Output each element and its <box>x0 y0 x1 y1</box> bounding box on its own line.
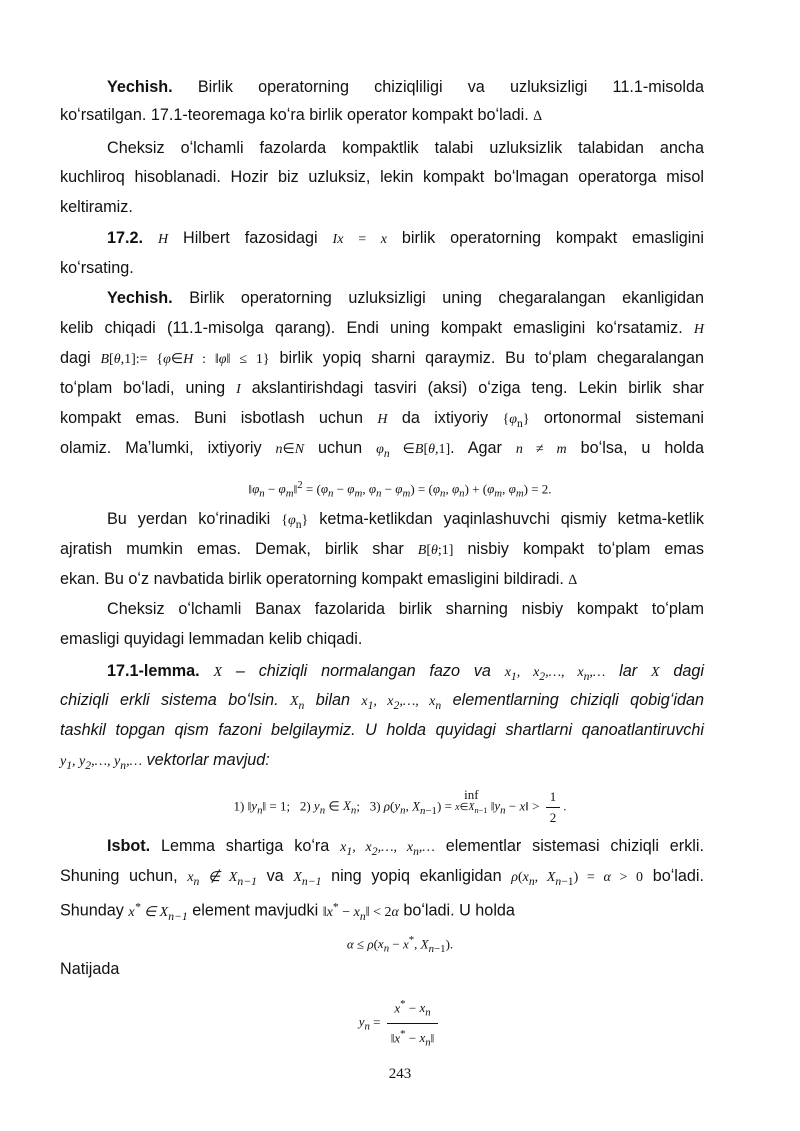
formula-y-n: $y_n$ = $\frac{x^* - x_n}{‖x^* - x_n‖}$ <box>0 995 800 1052</box>
paragraph-line: Bu yerdan koʻrinadiki $\{\varphi_n\}$ ketma-ketlikdan yaqinlashuvchi qismiy ketma-ketlik <box>107 510 704 531</box>
paragraph-line: toʻplam boʻladi, uning I akslantirishdagi tasviri (aksi) oʻziga teng. Lekin birlik shar <box>60 379 704 397</box>
lemma-heading: 17.1-lemma. X – chiziqli normalangan fazo va $x_1$, $x_2,\dots$, $x_n,\dots$ lar X dagi <box>107 662 704 683</box>
paragraph-line: koʻrsatilgan. 17.1-teoremaga koʻra birlik operator kompakt boʻladi. ∆ <box>60 106 542 124</box>
paragraph-line: Natijada <box>60 960 120 978</box>
paragraph-line: Shunday x* ∈ $X_{n-1}$ element mavjudki ‖x* − $x_n‖ < 2\alpha$ boʻladi. U holda <box>60 900 515 923</box>
formula-alpha-bound: $\alpha \le \rho(x_n - x^*$, $X_{n-1}$). <box>346 934 454 955</box>
paragraph-line: $y_1$, $y_2,\dots$, $y_n,\dots$ vektorlar mavjud: <box>60 751 270 772</box>
paragraph-line: Yechish. Birlik operatorning chiziqliligi va uzluksizligi 11.1-misolda <box>107 78 704 96</box>
paragraph-line: ajratish mumkin emas. Demak, birlik shar B[θ;1] nisbiy kompakt toʻplam emas <box>60 540 704 558</box>
paragraph-line: olamiz. Maʼlumki, ixtiyoriy n∈N uchun $\varphi_n$ ∈B[θ,1]. Agar n ≠ m boʻlsa, u holda <box>60 439 704 460</box>
paragraph-line: chiziqli erkli sistema boʻlsin. $X_n$ bilan $x_1$, $x_2,\dots$, $x_n$ elementlarning chiziqli qobigʻidan <box>60 691 704 712</box>
page-number: 243 <box>388 1066 412 1082</box>
example-heading: 17.2. H Hilbert fazosidagi Ix = x birlik operatorning kompakt emasligini <box>107 229 704 247</box>
formula-orthonormal-distance: $‖\varphi_n$ − $\varphi_m‖^2 = (\varphi_n - \varphi_m$, $\varphi_n - \varphi_m) = (\varphi_n$, $\varphi_n) + (\varphi_m$, $\varphi_m) = 2$. <box>248 479 552 500</box>
paragraph-line: keltiramiz. <box>60 198 133 216</box>
paragraph-line: kompakt emas. Buni isbotlash uchun H da ixtiyoriy $\{\varphi_n\}$ ortonormal sistemani <box>60 409 704 430</box>
paragraph-line: tashkil topgan qism fazoni belgilaymiz. U holda quyidagi shartlarni qanoatlantiruvchi <box>60 721 704 739</box>
paragraph-line: Cheksiz oʻlchamli fazolarda kompaktlik talabi uzluksizlik talabidan ancha <box>107 139 704 157</box>
paragraph-line: kuchliroq hisoblanadi. Hozir biz uzluksiz, lekin kompakt boʻlmagan operatorga misol <box>60 168 704 186</box>
paragraph-line: emasligi quyidagi lemmadan kelib chiqadi. <box>60 630 363 648</box>
formula-lemma-conditions: 1) $‖y_n‖ = 1$; 2) $y_n$ ∈ $X_n$; 3) $\rho(y_n$, $X_{n-1}$) = inf $x\in X_{n-1}$ $‖y_n$ − x‖ > $\frac{1}{2}$ . <box>233 787 567 825</box>
paragraph-line: Yechish. Birlik operatorning uzluksizligi uning chegaralangan ekanligidan <box>107 289 704 307</box>
paragraph-line: Isbot. Lemma shartiga koʻra $x_1$, $x_2,\dots$, $x_n,\dots$ elementlar sistemasi chiziqli erkli. <box>107 837 704 858</box>
paragraph-line: Cheksiz oʻlchamli Banax fazolarida birlik sharning nisbiy kompakt toʻplam <box>107 600 704 618</box>
paragraph-line: kelib chiqadi (11.1-misolga qarang). Endi uning kompakt emasligini koʻrsatamiz. H <box>60 319 704 337</box>
paragraph-line: Shuning uchun, $x_n$ ∉ $X_{n-1}$ va $X_{n-1}$ ning yopiq ekanligidan $\rho(x_n$, $X_{n-1}) = \alpha > 0$ boʻladi. <box>60 867 704 888</box>
paragraph-line: ekan. Bu oʻz navbatida birlik operatorning kompakt emasligini bildiradi. ∆ <box>60 570 577 588</box>
paragraph-line: dagi B[θ,1]:= {φ∈H : ‖φ‖ ≤ 1} birlik yopiq sharni qaraymiz. Bu toʻplam chegaralangan <box>60 349 704 367</box>
paragraph-line: koʻrsating. <box>60 259 134 277</box>
